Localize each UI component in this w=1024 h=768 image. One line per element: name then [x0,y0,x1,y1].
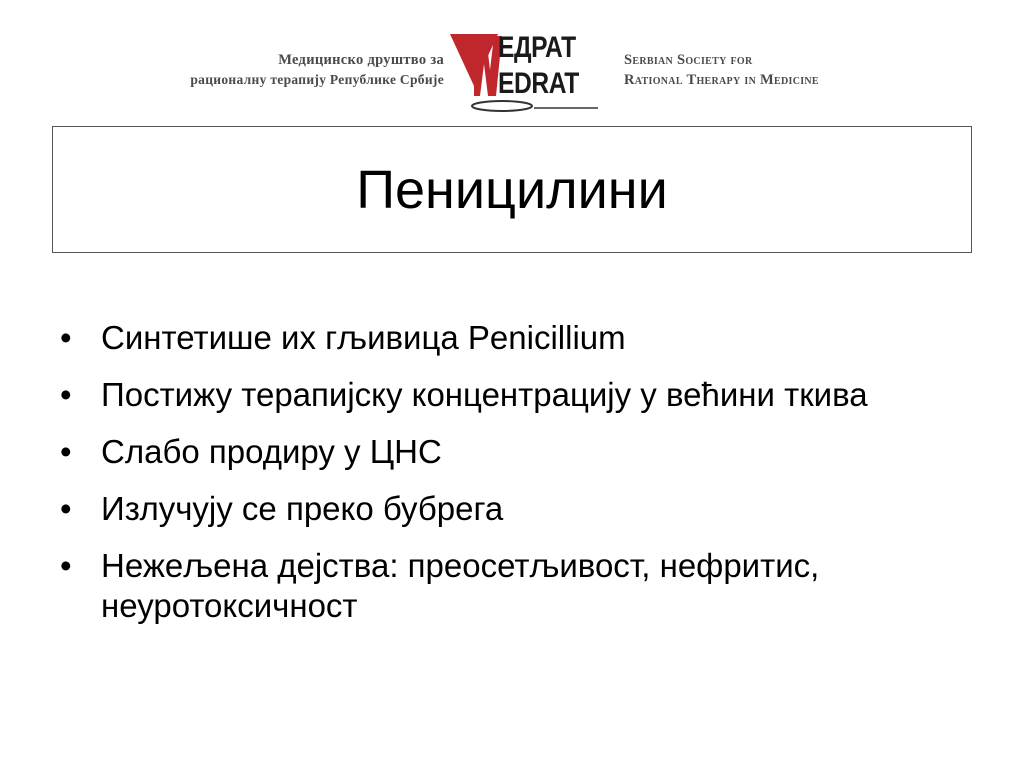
bullet-item [60,375,960,415]
bullet-item [60,432,960,472]
bullet-dot: • [60,547,72,584]
bullet-text: Слабо продиру у ЦНС [101,433,442,470]
bullet-text: Постижу терапијску концентрацију у већини ткива [101,376,868,413]
org-name-english-line2: Rational Therapy in Medicine [624,72,819,88]
org-name-serbian-line2: рационалну терапију Републике Србије [190,72,444,87]
org-name-serbian-line1: Медицинско друштво за [278,52,444,68]
bullet-list [60,318,960,643]
org-name-serbian [190,50,444,90]
slide-header [0,0,1024,120]
bullet-dot: • [60,433,72,470]
bullet-text: Излучују се преко бубрега [101,490,504,527]
logo-text-cyrillic: ЕДРАТ [498,31,576,64]
slide-title-box [52,126,972,253]
bullet-dot: • [60,376,72,413]
bullet-dot: • [60,319,72,356]
org-name-english [624,50,819,90]
logo-text-latin: EDRAT [498,67,579,100]
org-name-english-line1: Serbian Society for [624,52,753,68]
slide-title: Пеницилини [356,159,668,220]
bullet-item [60,546,960,626]
bullet-text: Нежељена дејства: преосетљивост, нефритис, неуротоксичност [101,547,820,624]
bullet-item [60,489,960,529]
bullet-text: Синтетише их гљивица Penicillium [101,319,626,356]
medrat-logo [450,30,600,114]
bullet-dot: • [60,490,72,527]
bullet-item [60,318,960,358]
